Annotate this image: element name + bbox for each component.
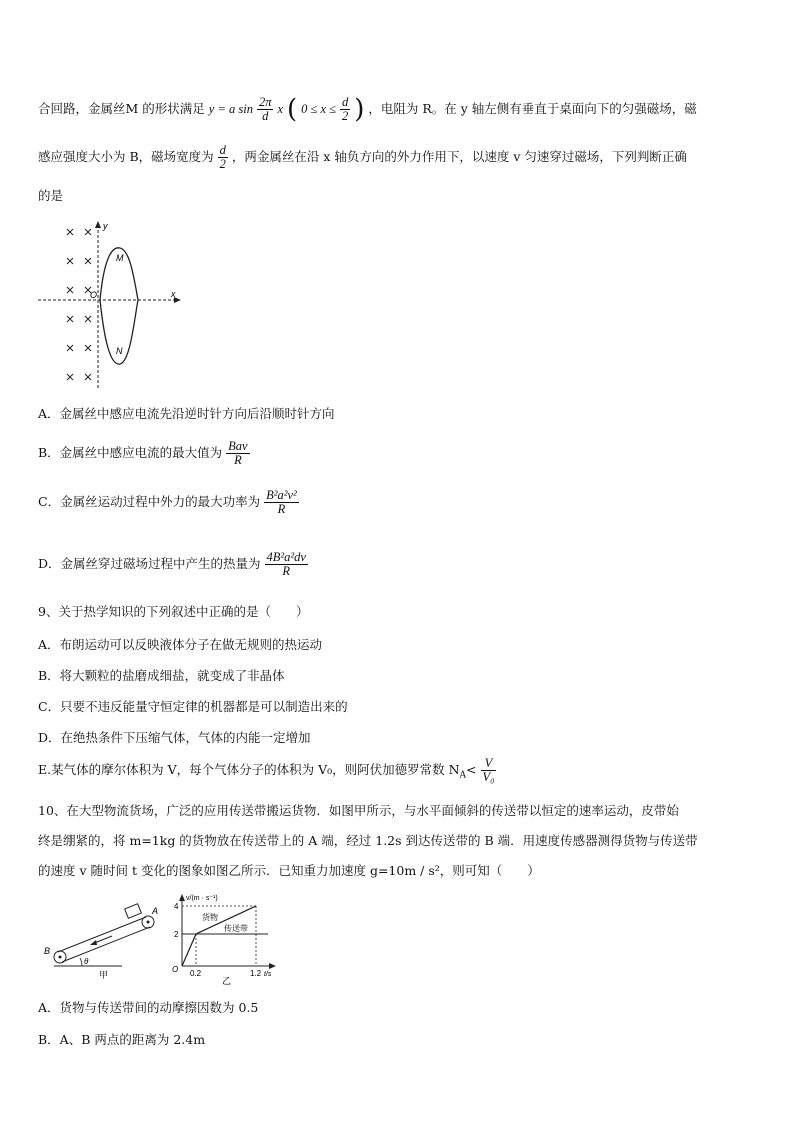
q8-line2-post: ，两金属丝在沿 x 轴负方向的外力作用下，以速度 v 匀速穿过磁场，下列判断正确 [231,149,687,164]
field-cross-icon [67,374,73,380]
label-ylabel: v/(m · s⁻¹) [186,895,218,902]
label-belt: 传送带 [224,924,248,933]
belt-bottom [62,927,150,962]
q9-option-a: A．布朗运动可以反映液体分子在做无规则的热运动 [38,637,323,652]
q8-range-pre: 0 ≤ x ≤ [301,102,337,116]
tick-t02: 0.2 [190,969,202,978]
q8-range-fraction: $\frac{d}{2}$ [342,94,349,123]
cargo-box [125,904,142,919]
label-n: N [116,346,123,356]
q8-formula-lhs: y = a sin [208,102,253,116]
q8-formula-x: x [277,102,284,116]
label-xlabel: t/s [264,971,272,978]
t-axis-arrow [269,963,276,969]
q9-option-c: C．只要不违反能量守恒定律的机器都是可以制造出来的 [38,699,348,714]
q10-line2: 终是绷紧的，将 m=1kg 的货物放在传送带上的 A 端，经过 1.2s 到达传送带的 B 端．用速度传感器测得货物与传送带 [38,833,698,848]
field-cross-icon [85,374,91,380]
q8-option-a: A．金属丝中感应电流先沿逆时针方向后沿顺时针方向 [38,406,335,421]
q8-line1 [38,92,697,126]
q8-line1-post: ，电阻为 R。在 y 轴左侧有垂直于桌面向下的匀强磁场，磁 [368,101,697,116]
field-cross-icon [85,316,91,322]
q8-range-paren-open: ( [287,94,298,125]
q10-figure-yi [168,890,288,985]
label-y: y [103,221,108,231]
q8-option-b: B．金属丝中感应电流的最大值为 $\frac{\text{Bav}}{R}$ [38,438,248,467]
cargo-velocity-line [182,906,256,966]
field-cross-icon [67,345,73,351]
field-crosses [67,229,91,380]
field-cross-icon [85,229,91,235]
q8-option-d-fraction: $\frac{\text{4B²a²dv}}{R}$ [266,549,306,578]
q9-stem: 9、关于热学知识的下列叙述中正确的是（ ） [38,604,309,619]
q8-option-b-fraction: $\frac{\text{Bav}}{R}$ [228,438,248,467]
belt-top [58,917,146,952]
q10-option-b: B．A、B 两点的距离为 2.4m [38,1032,206,1047]
q8-line3: 的是 [38,188,64,203]
q8-option-c: C．金属丝运动过程中外力的最大功率为 $\frac{\text{B²a²v²}}{R}$ [38,487,297,516]
q8-option-d: D．金属丝穿过磁场过程中产生的热量为 $\frac{\text{4B²a²dv}}{R}$ [38,549,306,578]
label-origin: O [172,965,179,974]
label-goods: 货物 [202,913,218,922]
q8-option-c-fraction: $\frac{\text{B²a²v²}}{R}$ [266,487,297,516]
q8-line1-pre: 合回路，金属丝M 的形状满足 [38,101,205,116]
field-cross-icon [85,345,91,351]
pulley-b-axle [59,956,62,959]
q8-line2-pre: 感应强度大小为 B，磁场宽度为 [38,149,214,164]
q10-figure-jia [42,900,162,980]
field-cross-icon [85,258,91,264]
pulley-a-axle [147,921,150,924]
label-b: B [44,946,51,956]
q10-line1: 10、在大型物流货场，广泛的应用传送带搬运货物．如图甲所示，与水平面倾斜的传送带以恒定的速率运动，皮带始 [38,803,679,818]
q9-option-e-fraction: $\frac{V}{\text{V₀}}$ [482,755,495,784]
q10-line3: 的速度 v 随时间 t 变化的图象如图乙所示．已知重力加速度 g=10m / s²，则可知（ ） [38,863,540,878]
v-axis-arrow [179,894,185,901]
label-o: O [90,290,98,300]
q9-option-d: D．在绝热条件下压缩气体，气体的内能一定增加 [38,730,311,745]
label-x: x [171,289,176,299]
angle-arc [80,958,82,966]
caption-yi: 乙 [222,976,232,985]
field-cross-icon [67,287,73,293]
field-cross-icon [67,229,73,235]
tick-v4: 4 [174,902,179,911]
q8-range-paren-close: ) [354,94,365,125]
q8-line2 [38,140,687,174]
tick-t12: 1.2 [250,969,262,978]
q8-formula-fraction: $\frac{2\pi}{d}$ [258,94,272,123]
label-m: M [116,253,124,263]
caption-jia: 甲 [99,970,109,980]
field-cross-icon [67,316,73,322]
q8-width-fraction: $\frac{d}{2}$ [219,142,226,171]
label-a: A [152,906,159,916]
belt-arrow-head [90,940,97,945]
field-cross-icon [67,258,73,264]
label-theta: θ [84,957,89,966]
q9-option-e: E.某气体的摩尔体积为 V，每个气体分子的体积为 V₀，则阿伏加德罗常数 $N_A<$ $\frac{V}{\text{V₀}}$ [38,755,495,784]
tick-v2: 2 [174,930,179,939]
q8-figure [38,218,188,393]
y-axis-arrow [95,221,101,228]
q9-option-b: B．将大颗粒的盐磨成细盐，就变成了非晶体 [38,668,285,683]
q10-option-a: A．货物与传送带间的动摩擦因数为 0.5 [38,1000,259,1015]
